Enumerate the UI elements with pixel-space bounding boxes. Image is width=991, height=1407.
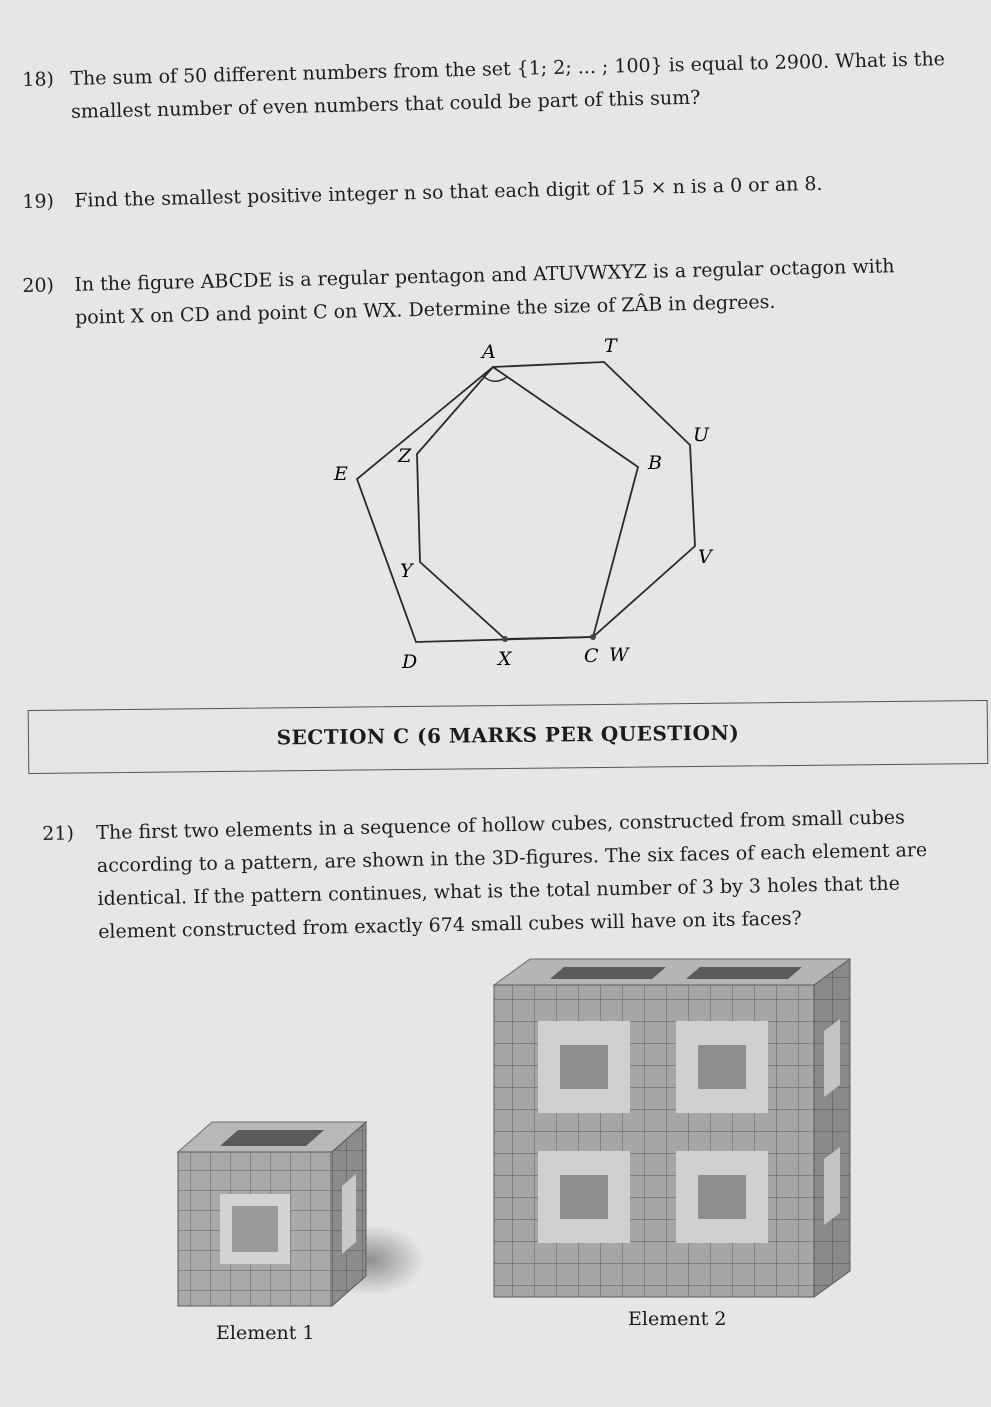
question-text-line: smallest number of even numbers that could be part of this sum? xyxy=(70,86,701,123)
question-21 xyxy=(42,800,975,958)
label-u: U xyxy=(693,424,710,446)
label-b: B xyxy=(648,452,662,474)
angle-arc xyxy=(483,376,507,381)
section-header-box xyxy=(28,700,989,774)
question-number: 20) xyxy=(22,274,55,297)
label-a: A xyxy=(482,341,496,363)
element-1-cube-image xyxy=(170,1110,430,1320)
pentagon-shape xyxy=(357,367,638,642)
question-text-line: The first two elements in a sequence of hollow cubes, constructed from small cubes xyxy=(96,806,905,844)
section-title: SECTION C (6 MARKS PER QUESTION) xyxy=(276,720,740,750)
element-2-cube-image xyxy=(490,955,870,1305)
question-text-line: according to a pattern, are shown in the 3D-figures. The six faces of each element are xyxy=(96,839,928,877)
question-number: 21) xyxy=(42,822,75,845)
question-text-line: Find the smallest positive integer n so that each digit of 15 × n is a 0 or an 8. xyxy=(74,172,823,212)
point-x-dot xyxy=(502,636,508,642)
label-w: W xyxy=(609,644,629,666)
point-c-dot xyxy=(590,634,596,640)
question-text-line: point X on CD and point C on WX. Determine the size of ZÂB in degrees. xyxy=(74,290,776,329)
question-19 xyxy=(22,165,963,222)
label-y: Y xyxy=(400,560,413,582)
octagon-shape xyxy=(417,362,695,639)
label-d: D xyxy=(402,651,418,673)
label-c: C xyxy=(584,645,599,667)
question-text-line: The sum of 50 different numbers from the set {1; 2; ... ; 100} is equal to 2900. What is the xyxy=(70,48,946,90)
question-text-line: element constructed from exactly 674 small cubes will have on its faces? xyxy=(97,907,802,943)
label-x: X xyxy=(498,648,512,670)
question-number: 18) xyxy=(22,68,55,91)
label-z: Z xyxy=(398,445,412,467)
label-e: E xyxy=(334,463,348,485)
question-18 xyxy=(22,43,963,134)
label-t: T xyxy=(604,335,617,357)
question-20 xyxy=(22,249,963,340)
element-2-caption: Element 2 xyxy=(628,1308,727,1330)
question-text-line: In the figure ABCDE is a regular pentagon and ATUVWXYZ is a regular octagon with xyxy=(74,255,895,296)
pentagon-octagon-figure xyxy=(300,330,740,680)
element-1-caption: Element 1 xyxy=(216,1322,315,1344)
question-text-line: identical. If the pattern continues, what is the total number of 3 by 3 holes that the xyxy=(97,872,901,910)
label-v: V xyxy=(698,546,712,568)
question-number: 19) xyxy=(22,190,55,213)
